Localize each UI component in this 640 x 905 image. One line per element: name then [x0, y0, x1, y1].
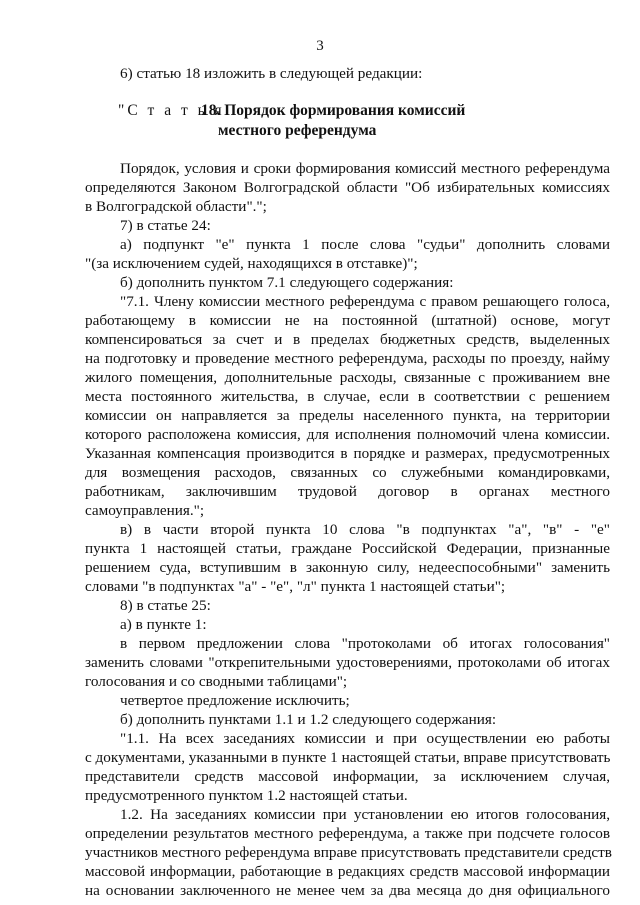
text-line: комиссии он направляется за пределы населенного пункта, на территории [85, 407, 610, 424]
text-line: 7) в статье 24: [120, 217, 211, 234]
text-line: предусмотренного пунктом 1.2 настоящей статьи. [85, 787, 408, 804]
text-line: определяются Законом Волгоградской области "Об избирательных комиссиях [85, 179, 610, 196]
text-line: а) подпункт "е" пункта 1 после слова "судьи" дополнить словами [120, 236, 610, 253]
article-title: 18. Порядок формирования комиссий [201, 102, 466, 119]
text-line: с документами, указанными в пункте 1 настоящей статьи, вправе присутствовать [85, 749, 611, 766]
text-line: а) в пункте 1: [120, 616, 207, 633]
text-line: Порядок, условия и сроки формирования комиссий местного референдума [120, 160, 610, 177]
text-line: самоуправления."; [85, 502, 205, 519]
text-line: "7.1. Члену комиссии местного референдума с правом решающего голоса, [120, 293, 610, 310]
text-line: участников местного референдума вправе присутствовать представители средств [85, 844, 612, 861]
text-line: на подготовку и проведение местного референдума, расходы по проезду, найму [85, 350, 610, 367]
text-line: места постоянного жительства, в случае, если в соответствии с решением [85, 388, 610, 405]
text-line: представители средств массовой информации, за исключением случая, [85, 768, 610, 785]
text-line: в первом предложении слова "протоколами об итогах голосования" [120, 635, 610, 652]
text-line: работающему в комиссии не на постоянной (штатной) основе, могут [85, 312, 610, 329]
text-line: 6) статью 18 изложить в следующей редакции: [120, 65, 423, 82]
text-line: словами "в подпунктах "а" - "е", "л" пункта 1 настоящей статьи"; [85, 578, 506, 595]
text-line: Указанная компенсация производится в порядке и размерах, предусмотренных [85, 445, 610, 462]
text-line: 1.2. На заседаниях комиссии при установлении ею итогов голосования, [120, 806, 610, 823]
page-number: 3 [316, 38, 324, 54]
text-line: голосования и со сводными таблицами"; [85, 673, 348, 690]
text-line: жилого помещения, дополнительные расходы, связанные с проживанием вне [85, 369, 610, 386]
text-line: в) в части второй пункта 10 слова "в подпунктах "а", "в" - "е" [120, 521, 610, 538]
text-line: 8) в статье 25: [120, 597, 211, 614]
text-line: пункта 1 настоящей статьи, граждане Российской Федерации, признанные [85, 540, 610, 557]
text-line: массовой информации, работающие в редакциях средств массовой информации [85, 863, 610, 880]
text-line: б) дополнить пунктом 7.1 следующего содержания: [120, 274, 454, 291]
text-line: заменить словами "открепительными удостоверениями, протоколами об итогах [85, 654, 610, 671]
text-line: б) дополнить пунктами 1.1 и 1.2 следующего содержания: [120, 711, 497, 728]
text-line: определении результатов местного референдума, а также при подсчете голосов [85, 825, 610, 842]
text-line: четвертое предложение исключить; [120, 692, 350, 709]
text-line: "1.1. На всех заседаниях комиссии и при осуществлении ею работы [120, 730, 610, 747]
text-line: работникам, заключившим трудовой договор в органах местного [85, 483, 610, 500]
article-label: "С т а т ь я [118, 102, 225, 119]
text-line: решением суда, вступившим в законную силу, недееспособными" заменить [85, 559, 610, 576]
text-line: компенсироваться за счет и в пределах бюджетных средств, выделенных [85, 331, 610, 348]
text-line: для возмещения расходов, связанных со служебными командировками, [85, 464, 610, 481]
text-line: "(за исключением судей, находящихся в отставке)"; [85, 255, 418, 272]
text-line: которого расположена комиссия, для исполнения полномочий члена комиссии. [85, 426, 610, 443]
text-line: на основании заключенного не менее чем за два месяца до дня официального [85, 882, 610, 899]
article-title-cont: местного референдума [218, 122, 377, 139]
text-line: в Волгоградской области"."; [85, 198, 267, 215]
